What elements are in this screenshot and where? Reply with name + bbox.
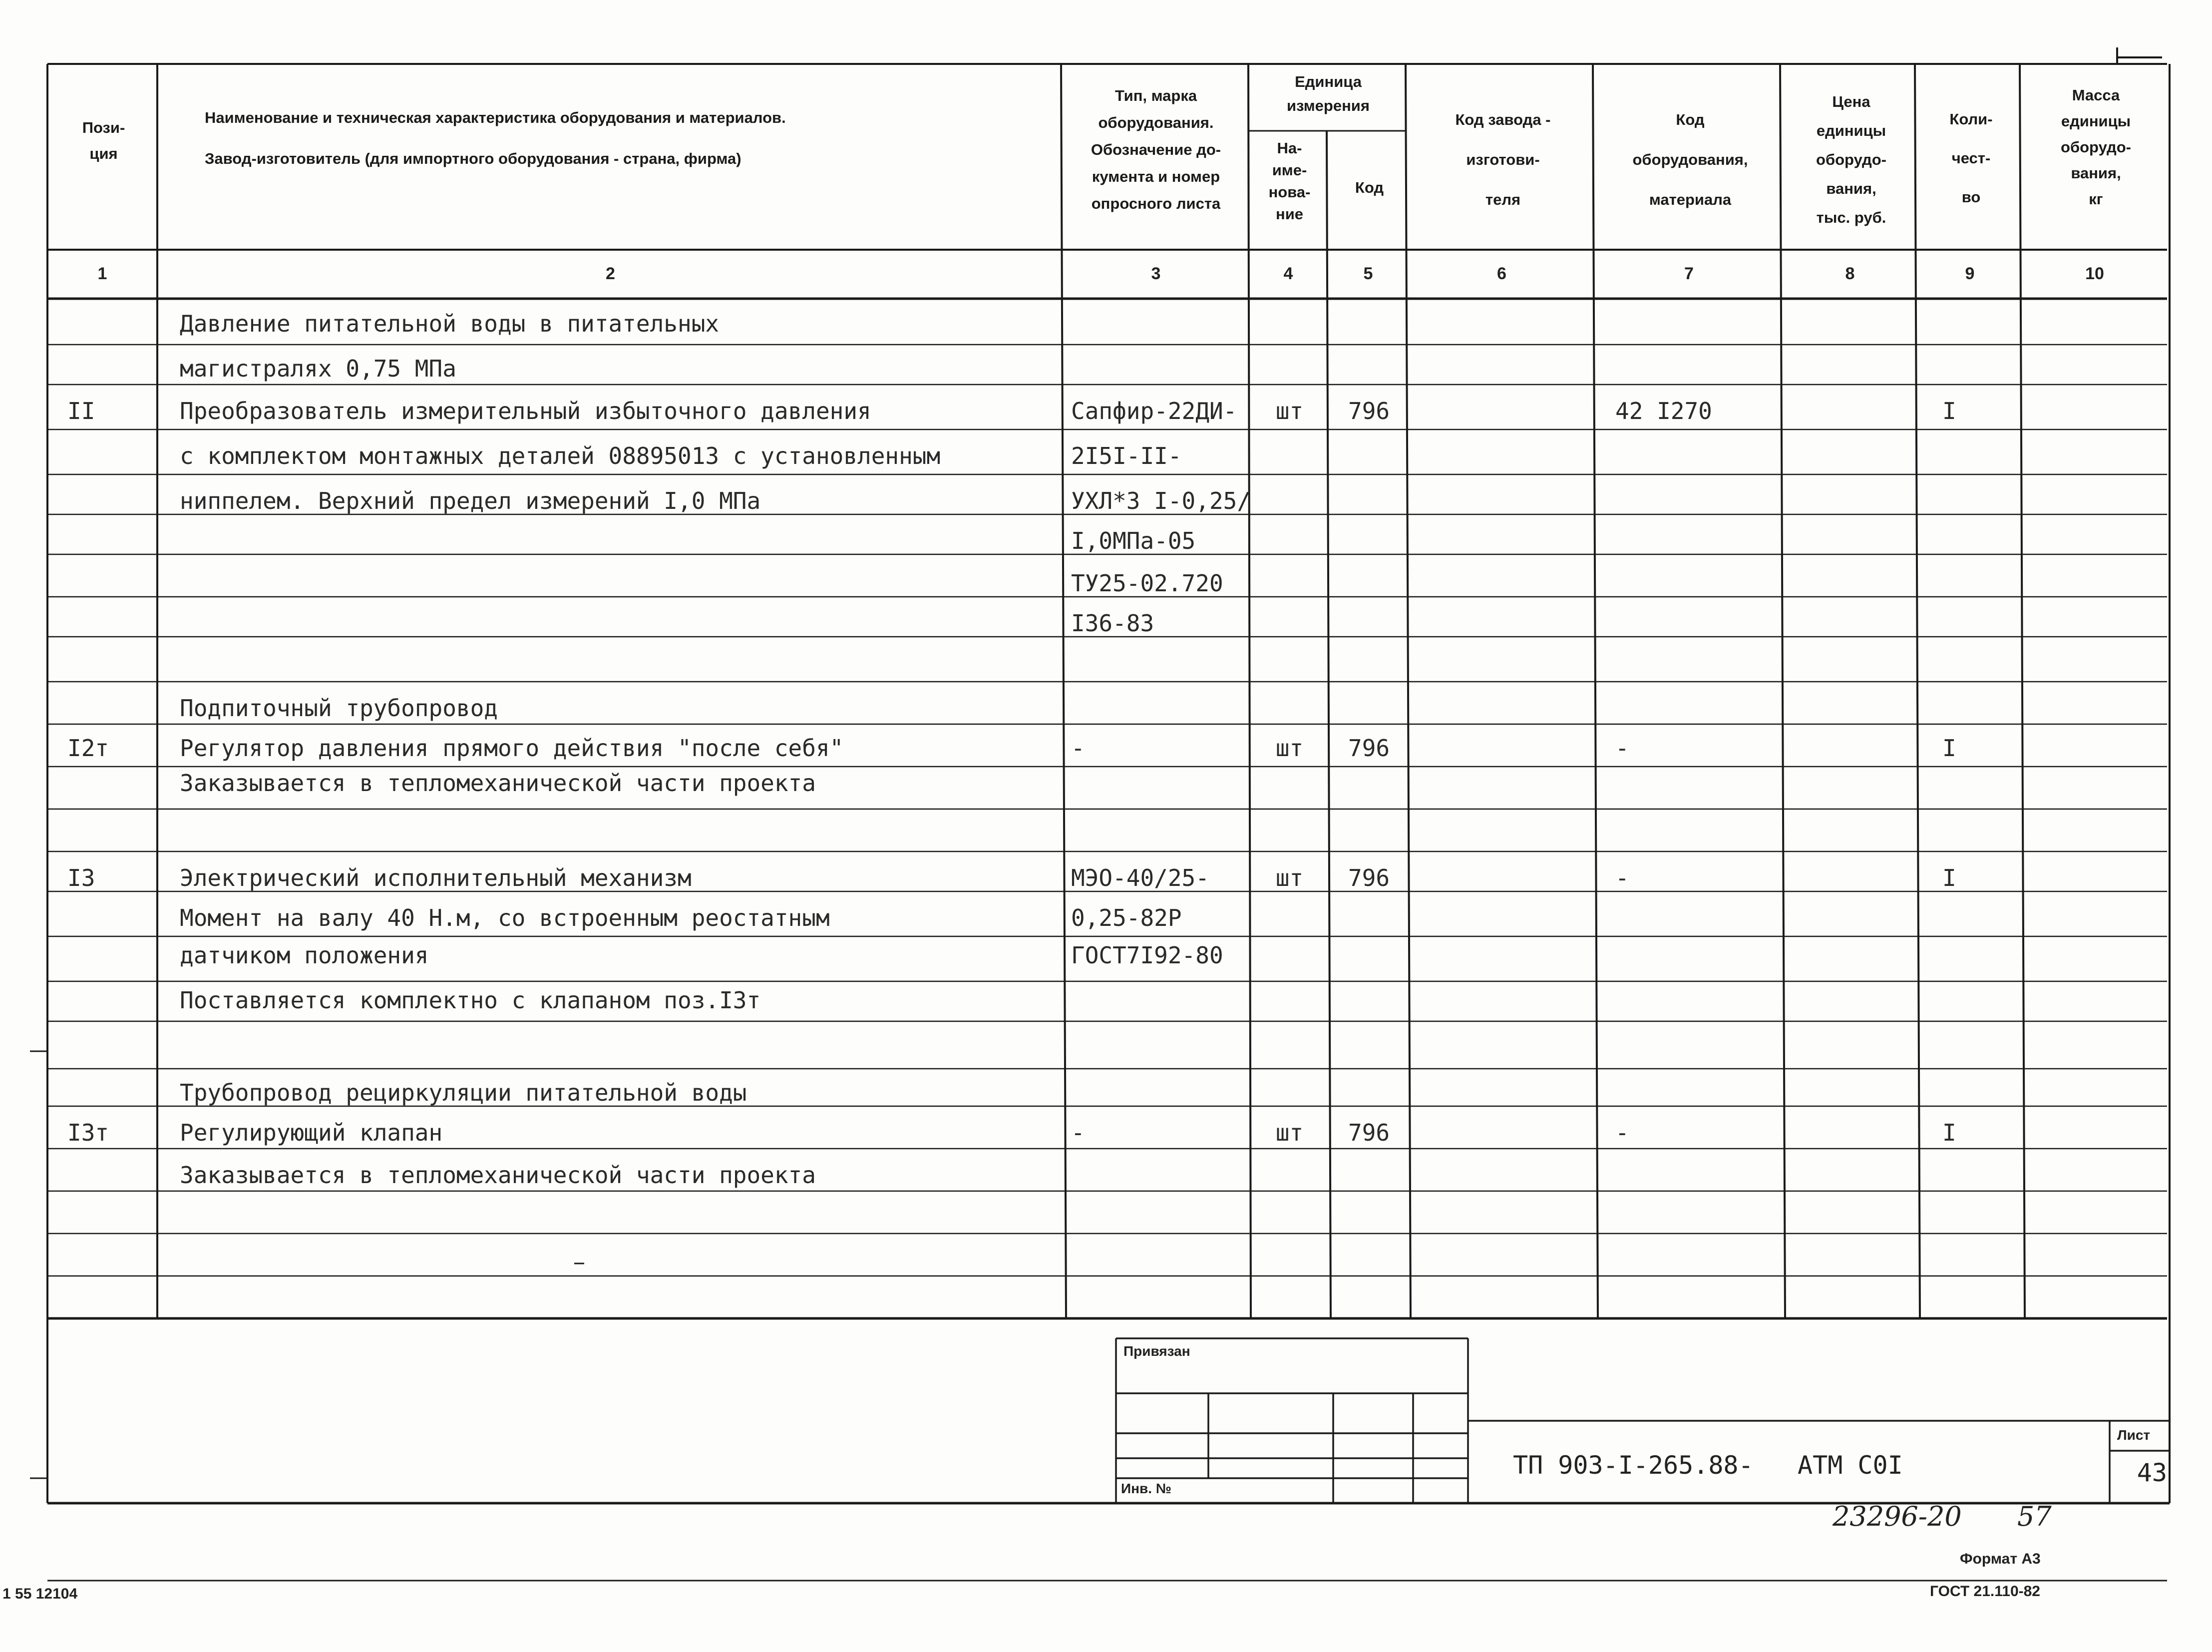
column-number: 7: [1684, 264, 1694, 283]
cell-type: ГОСТ7I92-80: [1071, 942, 1223, 969]
cell-type: ТУ25-02.720: [1071, 570, 1223, 597]
cell-pos: I2т: [67, 735, 109, 762]
header-quantity: Коли- чест- во: [1949, 110, 1993, 206]
cell-type: -: [1071, 735, 1085, 762]
cell-name: с комплектом монтажных деталей 08895013 с установленным: [180, 442, 941, 469]
cell-code: 796: [1348, 864, 1390, 891]
cell-name: Преобразователь измерительный избыточного давления: [180, 398, 871, 424]
bound-label: Привязан: [1123, 1343, 1190, 1359]
cell-name: Регулирующий клапан: [180, 1119, 443, 1146]
cell-name: Трубопровод рециркуляции питательной воды: [180, 1079, 747, 1106]
cell-unit: шт: [1275, 735, 1304, 762]
cell-name: магистралях 0,75 МПа: [180, 355, 456, 382]
cell-qty: I: [1942, 398, 1956, 424]
column-number: 8: [1845, 264, 1855, 283]
cell-type: 2I5I-II-: [1071, 442, 1182, 469]
cell-name: Регулятор давления прямого действия "после себя": [180, 735, 844, 762]
header-unit-code: Код: [1355, 179, 1384, 196]
cell-unit: шт: [1275, 398, 1304, 424]
column-number: 2: [606, 264, 615, 283]
format-label: Формат А3: [1960, 1551, 2041, 1567]
cell-equip-code: -: [1615, 735, 1629, 762]
document-code: ТП 903-I-265.88-: [1513, 1451, 1754, 1480]
cell-code: 796: [1348, 398, 1390, 424]
cell-pos: I3: [67, 864, 95, 891]
inventory-label: Инв. №: [1121, 1481, 1172, 1496]
cell-name: Заказывается в тепломеханической части проекта: [180, 770, 816, 797]
header-equipment-code: Код оборудования, материала: [1632, 111, 1748, 208]
sheet-number: 43: [2137, 1458, 2167, 1487]
cell-name: Давление питательной воды в питательных: [180, 310, 720, 337]
cell-type: I,0МПа-05: [1071, 527, 1196, 554]
cell-name: ниппелем. Верхний предел измерений I,0 МПа: [180, 487, 761, 514]
cell-name: Электрический исполнительный механизм: [180, 864, 692, 891]
cell-name: Подпиточный трубопровод: [180, 695, 498, 722]
cell-code: 796: [1348, 1119, 1390, 1146]
column-number: 6: [1497, 264, 1506, 283]
cell-unit: шт: [1275, 864, 1304, 891]
column-number: 9: [1965, 264, 1975, 283]
cell-pos: I3т: [67, 1119, 109, 1146]
sheet-label: Лист: [2117, 1427, 2151, 1443]
header-unit-group: Единица измерения: [1287, 73, 1370, 114]
cell-code: 796: [1348, 735, 1390, 762]
cell-name: Момент на валу 40 Н.м, со встроенным реостатным: [180, 904, 830, 931]
cell-name: Поставляется комплектно с клапаном поз.I3т: [180, 987, 761, 1014]
cell-equip-code: 42 I270: [1615, 398, 1712, 424]
header-price: Цена единицы оборудо- вания, тыс. руб.: [1816, 93, 1886, 226]
column-number: 3: [1151, 264, 1161, 283]
cell-qty: I: [1942, 735, 1956, 762]
cell-qty: I: [1942, 1119, 1956, 1146]
cell-qty: I: [1942, 864, 1956, 891]
cell-name: датчиком положения: [180, 942, 429, 969]
header-name: Наименование и техническая характеристика оборудования и материалов. Завод-изготовитель (для импортного оборудования - страна, фирма): [205, 109, 786, 167]
print-code: 1 55 12104: [2, 1586, 78, 1602]
standard-label: ГОСТ 21.110-82: [1930, 1583, 2040, 1600]
cell-equip-code: -: [1615, 864, 1629, 891]
cell-unit: шт: [1275, 1119, 1304, 1146]
column-number: 4: [1283, 264, 1293, 283]
cell-pos: II: [67, 398, 95, 424]
document-suffix: АТМ С0I: [1798, 1451, 1903, 1480]
archive-page: 57: [2017, 1501, 2052, 1532]
cell-type: 0,25-82Р: [1071, 904, 1182, 931]
cell-name: Заказывается в тепломеханической части проекта: [180, 1162, 816, 1189]
header-type: Тип, марка оборудования. Обозначение до- кумента и номер опросного листа: [1091, 87, 1221, 212]
header-factory-code: Код завода - изготови- теля: [1455, 111, 1551, 208]
cell-equip-code: -: [1615, 1119, 1629, 1146]
column-number: 1: [97, 264, 107, 283]
header-mass: Масса единицы оборудо- вания, кг: [2061, 86, 2131, 208]
header-unit-name: На- име- нова- ние: [1268, 139, 1311, 223]
archive-number: 23296-20: [1833, 1501, 1962, 1532]
header-position: Пози- ция: [82, 119, 125, 162]
column-number: 5: [1363, 264, 1373, 283]
cell-type: Сапфир-22ДИ-: [1071, 398, 1237, 424]
cell-type: I36-83: [1071, 610, 1154, 637]
column-number: 10: [2085, 264, 2104, 283]
cell-type: -: [1071, 1119, 1085, 1146]
cell-type: УХЛ*3 I-0,25/: [1071, 487, 1251, 514]
cell-type: МЭО-40/25-: [1071, 864, 1209, 891]
